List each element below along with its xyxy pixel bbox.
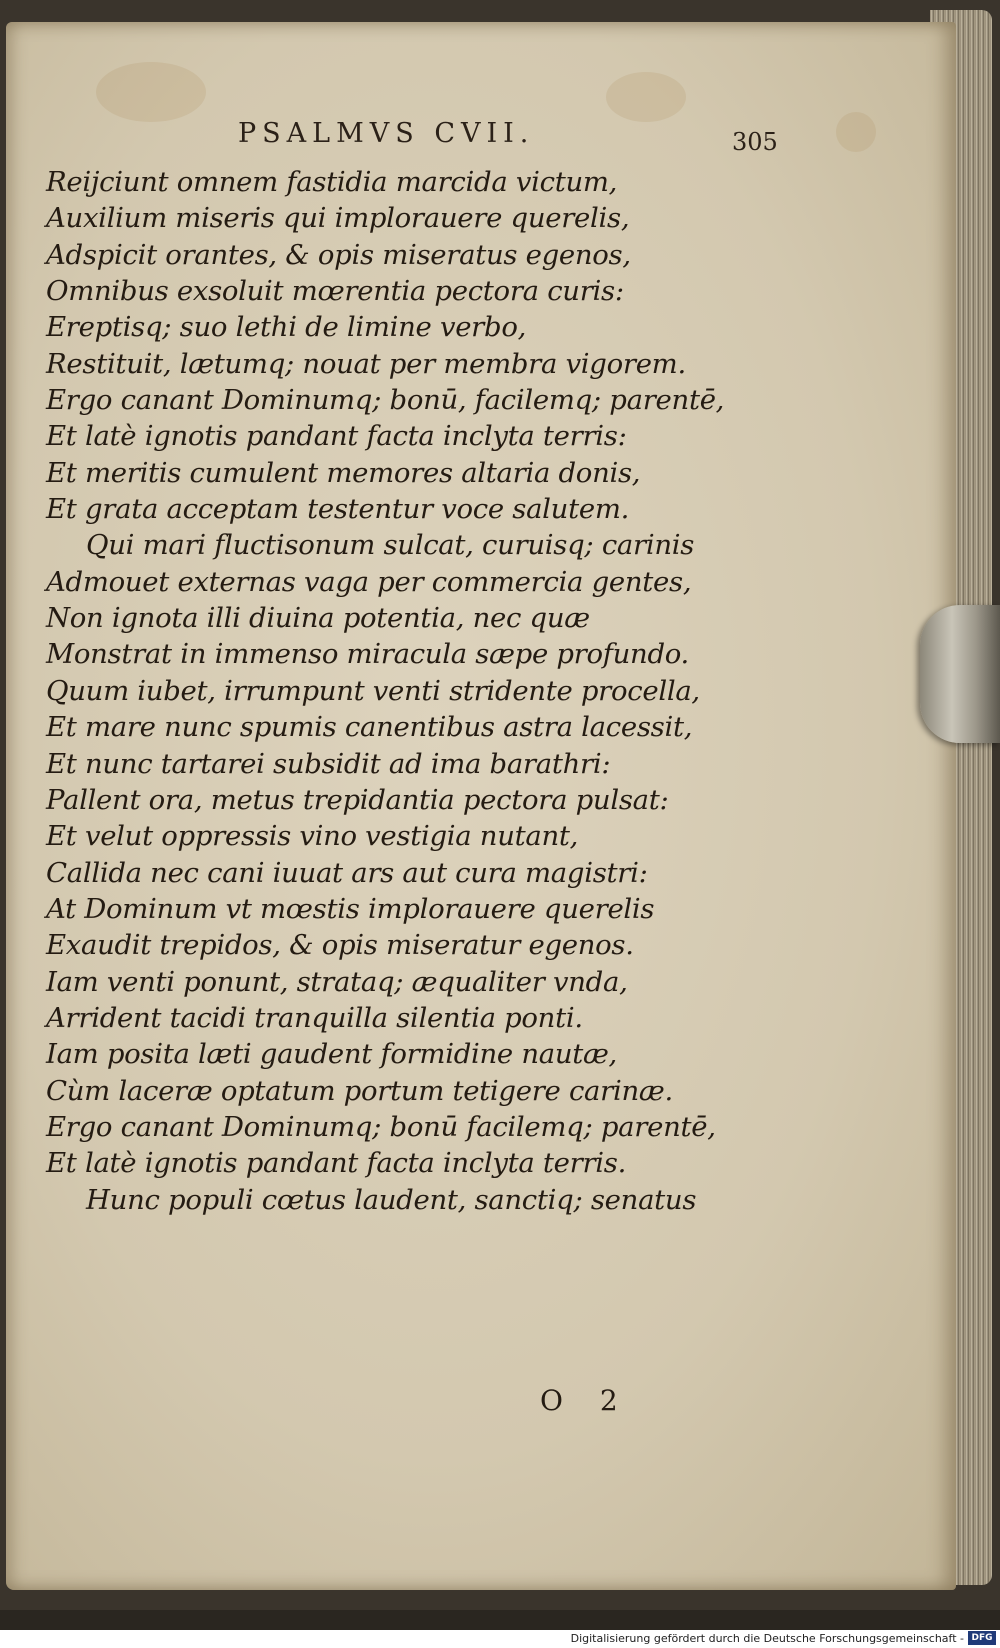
text-line: Et velut oppressis vino vestigia nutant, (46, 820, 579, 853)
text-line: Et grata acceptam testentur voce salutem. (46, 493, 630, 526)
text-line: Et meritis cumulent memores altaria donis, (46, 456, 641, 489)
text-line: Admouet externas vaga per commercia gentes, (46, 565, 692, 598)
text-line: Monstrat in immenso miracula sæpe profundo. (46, 638, 689, 671)
page-header (0, 118, 1000, 162)
paper-stain (96, 62, 206, 122)
psalm-text (46, 164, 766, 1218)
text-line: Auxilium miseris qui implorauere querelis, (46, 202, 630, 235)
text-line: Adspicit orantes, & opis miseratus egenos, (46, 238, 631, 271)
text-line: Cùm laceræ optatum portum tetigere carinæ. (46, 1074, 673, 1107)
running-title: PSALMVS CVII. (238, 118, 535, 149)
book-clasp (920, 605, 1000, 743)
text-line: Quum iubet, irrumpunt venti stridente procella, (46, 674, 700, 707)
signature-mark: O 2 (540, 1384, 632, 1417)
text-line: Pallent ora, metus trepidantia pectora pulsat: (46, 783, 669, 816)
text-line: Iam posita læti gaudent formidine nautæ, (46, 1038, 617, 1071)
text-line: Restituit, lætumq; nouat per membra vigorem. (46, 347, 686, 380)
text-line: Et latè ignotis pandant facta inclyta terris: (46, 420, 627, 453)
text-line: Ereptisq; suo lethi de limine verbo, (46, 311, 527, 344)
text-line: Omnibus exsoluit mœrentia pectora curis: (46, 275, 624, 308)
text-line: At Dominum vt mœstis implorauere querelis (46, 892, 655, 925)
text-line: Ergo canant Dominumq; bonū facilemq; parentē, (46, 1110, 716, 1143)
text-line: Non ignota illi diuina potentia, nec quæ (46, 602, 590, 635)
funding-credit: Digitalisierung gefördert durch die Deutsche Forschungsgemeinschaft - (570, 1632, 964, 1645)
text-line: Callida nec cani iuuat ars aut cura magistri: (46, 856, 648, 889)
text-line: Et latè ignotis pandant facta inclyta terris. (46, 1147, 627, 1180)
text-line: Hunc populi cœtus laudent, sanctiq; senatus (86, 1183, 697, 1216)
text-line: Exaudit trepidos, & opis miseratur egenos. (46, 929, 634, 962)
text-line: Ergo canant Dominumq; bonū, facilemq; parentē, (46, 384, 725, 417)
paper-stain (606, 72, 686, 122)
text-line: Iam venti ponunt, strataq; æqualiter vnda, (46, 965, 628, 998)
page-number: 305 (732, 128, 778, 156)
text-line: Et nunc tartarei subsidit ad ima barathri: (46, 747, 611, 780)
dfg-logo: DFG (968, 1631, 996, 1645)
text-line: Arrident tacidi tranquilla silentia ponti. (46, 1001, 583, 1034)
text-line: Et mare nunc spumis canentibus astra lacessit, (46, 711, 693, 744)
text-line: Qui mari fluctisonum sulcat, curuisq; carinis (86, 529, 695, 562)
text-line: Reijciunt omnem fastidia marcida victum, (46, 166, 618, 198)
